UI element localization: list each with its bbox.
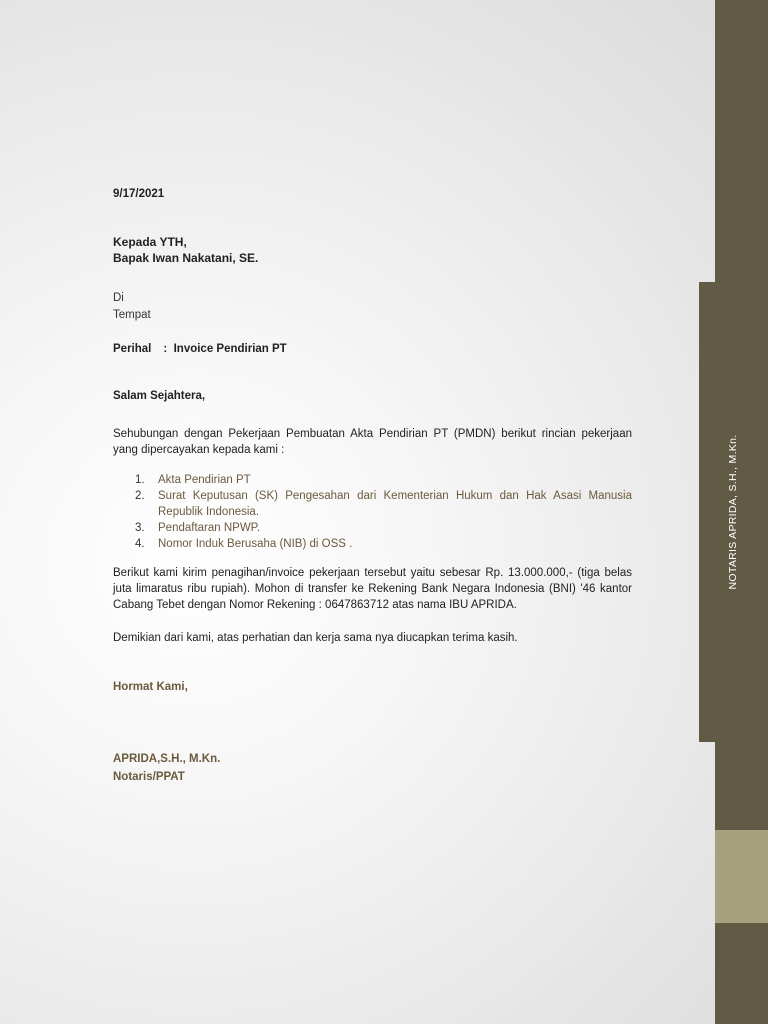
sidebar-accent-block bbox=[715, 830, 768, 923]
work-items-list bbox=[113, 472, 632, 552]
signer-title: Notaris/PPAT bbox=[113, 771, 185, 783]
list-item-text: Pendaftaran NPWP. bbox=[158, 522, 261, 534]
closing-paragraph: Demikian dari kami, atas perhatian dan kerja sama nya diucapkan terima kasih. bbox=[113, 632, 518, 644]
location-line-2: Tempat bbox=[113, 309, 151, 321]
list-item bbox=[113, 520, 632, 536]
list-item-number: 1. bbox=[135, 474, 145, 486]
list-item-number: 3. bbox=[135, 522, 145, 534]
list-item-text: Surat Keputusan (SK) Pengesahan dari Kementerian Hukum dan Hak Asasi Manusia Republik Indonesia. bbox=[158, 490, 632, 518]
recipient-name: Bapak Iwan Nakatani, SE. bbox=[113, 251, 259, 265]
location-line-1: Di bbox=[113, 292, 124, 304]
list-item bbox=[113, 536, 632, 552]
recipient-label: Kepada YTH, bbox=[113, 235, 187, 249]
payment-paragraph: Berikut kami kirim penagihan/invoice pekerjaan tersebut yaitu sebesar Rp. 13.000.000,- (tiga belas juta limaratus ribu rupiah). Mohon di transfer ke Rekening Bank Negara Indonesia (BNI) '46 kantor Cabang Tebet dengan Nomor Rekening : 0647863712 atas nama IBU APRIDA. bbox=[113, 567, 632, 611]
subject-line bbox=[113, 341, 287, 357]
subject-separator: : bbox=[163, 343, 168, 355]
list-item-number: 4. bbox=[135, 538, 145, 550]
list-item-text: Nomor Induk Berusaha (NIB) di OSS . bbox=[158, 538, 353, 550]
list-item bbox=[113, 488, 632, 520]
list-item-text: Akta Pendirian PT bbox=[158, 474, 251, 486]
letter-date: 9/17/2021 bbox=[113, 188, 165, 200]
subject-label: Perihal bbox=[113, 343, 152, 355]
regards-line: Hormat Kami, bbox=[113, 681, 188, 693]
signer-name: APRIDA,S.H., M.Kn. bbox=[113, 753, 221, 765]
intro-paragraph: Sehubungan dengan Pekerjaan Pembuatan Akta Pendirian PT (PMDN) berikut rincian pekerjaan yang dipercayakan kepada kami : bbox=[113, 428, 632, 456]
subject-text: Invoice Pendirian PT bbox=[173, 343, 287, 355]
greeting: Salam Sejahtera, bbox=[113, 390, 206, 402]
list-item bbox=[113, 472, 632, 488]
notary-vertical-label: NOTARIS APRIDA, S.H., M.Kn. bbox=[727, 434, 739, 590]
list-item-number: 2. bbox=[135, 490, 145, 502]
